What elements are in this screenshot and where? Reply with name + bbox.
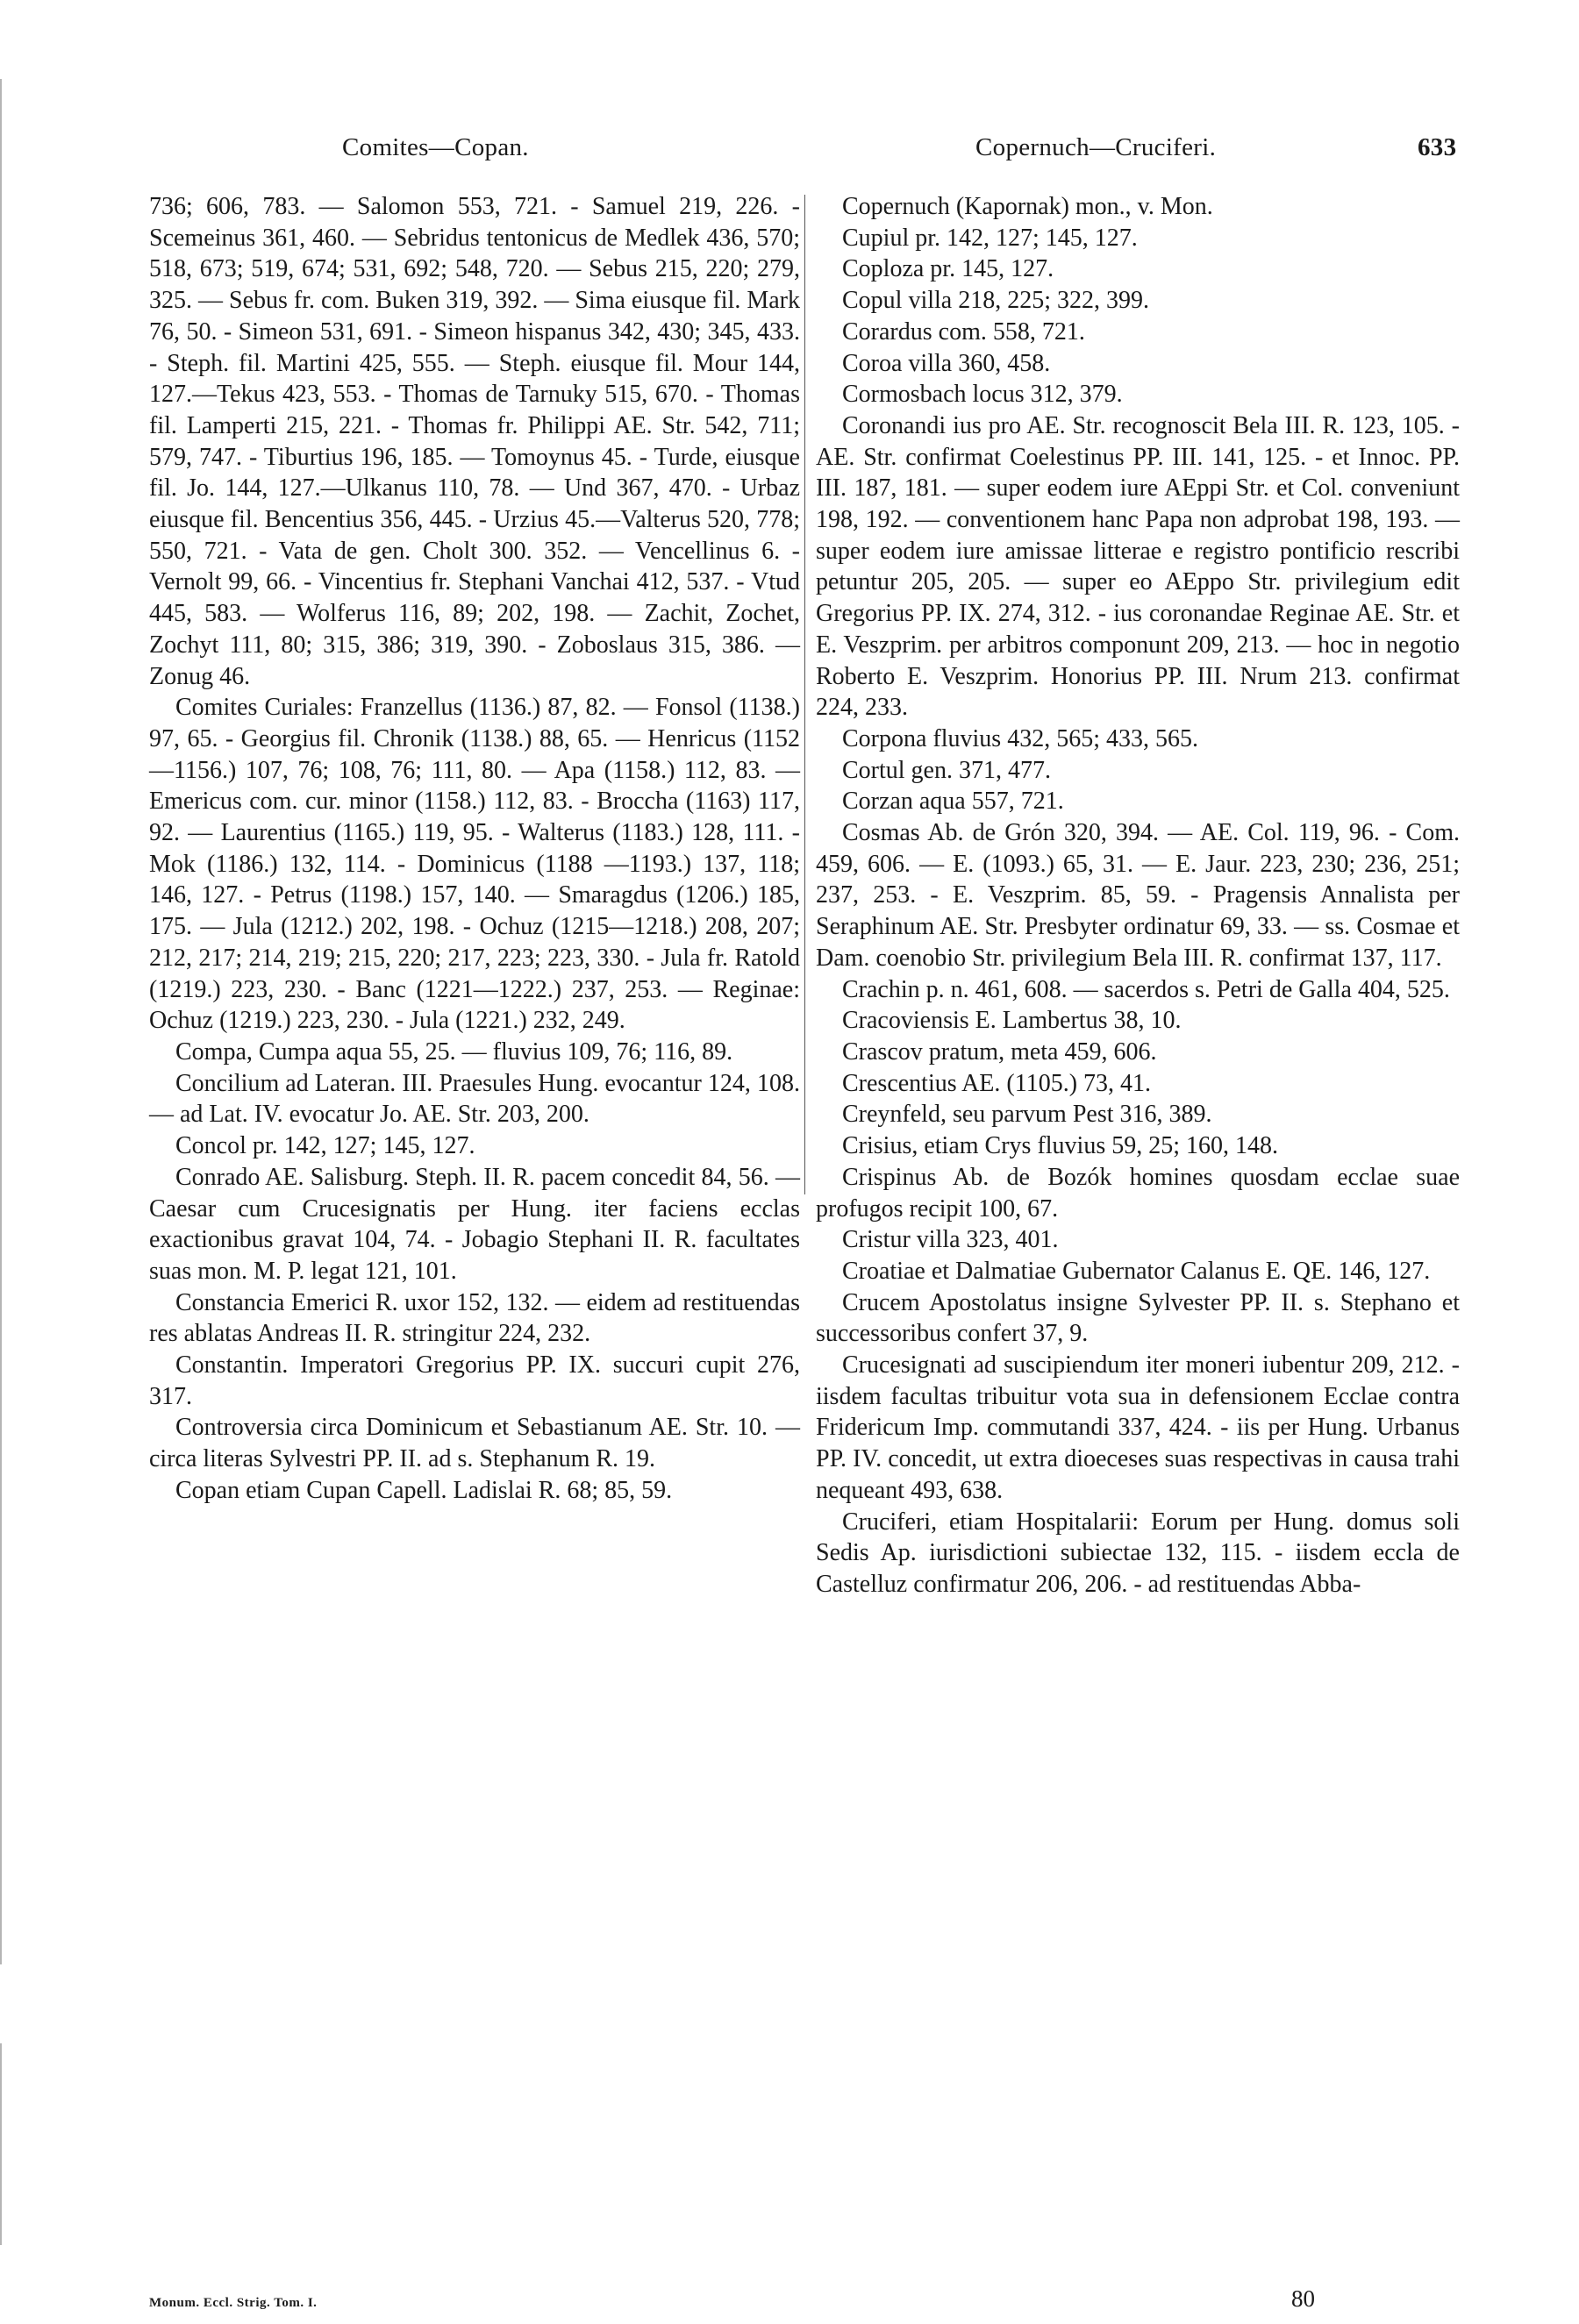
index-entry: Cortul gen. 371, 477. <box>842 756 1051 784</box>
index-entry: Cormosbach locus 312, 379. <box>842 381 1123 409</box>
index-entry: Cupiul pr. 142, 127; 145, 127. <box>842 224 1138 252</box>
index-entry: Crachin p. n. 461, 608. — sacerdos s. Petri de Galla 404, 525. <box>842 975 1450 1003</box>
index-entry: Cracoviensis E. Lambertus 38, 10. <box>842 1007 1182 1035</box>
index-entry: Crescentius AE. (1105.) 73, 41. <box>842 1069 1152 1097</box>
index-entry: Crispinus Ab. de Bozók homines quosdam ecclae suae profugos recipit 100, 67. <box>816 1163 1460 1223</box>
index-entry: Coroa villa 360, 458. <box>842 349 1051 377</box>
running-head-right: Copernuch—Cruciferi. <box>975 133 1217 161</box>
index-entry: Copernuch (Kapornak) mon., v. Mon. <box>842 193 1213 220</box>
page-number: 633 <box>1418 133 1457 161</box>
page-edge-mark <box>0 79 2 1964</box>
index-entry: Creynfeld, seu parvum Pest 316, 389. <box>842 1101 1212 1129</box>
index-entry: Constantin. Imperatori Gregorius PP. IX. succuri cupit 276, 317. <box>149 1351 800 1410</box>
index-entry: Concol pr. 142, 127; 145, 127. <box>175 1132 475 1160</box>
sheet-number: 80 <box>1291 2285 1315 2312</box>
index-entry: Coronandi ius pro AE. Str. recognoscit Bela III. R. 123, 105. - AE. Str. confirmat Coelestinus PP. III. 141, 125. - et Innoc. PP. III. 187, 181. — super eodem iure AEppi Str. et Col. conveniunt 198, 192. — conventionem hanc Papa non adprobat 198, 193. — super eodem iure amissae litterae e registro pontificio rescribi petuntur 205, 205. — super eo AEppo Str. privilegium edit Gregorius PP. IX. 274, 312. - ius coronandae Reginae AE. Str. et E. Veszprim. per arbitros componunt 209, 213. — hoc in negotio Roberto E. Veszprim. Honorius PP. III. Nrum 213. confirmat 224, 233. <box>816 411 1460 722</box>
index-entry: Corardus com. 558, 721. <box>842 317 1085 346</box>
left-column <box>149 191 800 1507</box>
index-entry: Conrado AE. Salisburg. Steph. II. R. pacem concedit 84, 56. — Caesar cum Crucesignatis per Hung. iter faciens ecclas exactionibus gravat 104, 74. - Jobagio Stephani II. R. facultates suas mon. M. P. legat 121, 101. <box>149 1163 800 1285</box>
index-entry: Crisius, etiam Crys fluvius 59, 25; 160, 148. <box>842 1132 1278 1160</box>
index-entry: Corpona fluvius 432, 565; 433, 565. <box>842 724 1198 752</box>
page-edge-mark-lower <box>0 2043 2 2245</box>
index-entry: Copul villa 218, 225; 322, 399. <box>842 287 1149 315</box>
signature-mark: Monum. Eccl. Strig. Tom. I. <box>149 2296 318 2310</box>
index-entry: Concilium ad Lateran. III. Praesules Hung. evocantur 124, 108. — ad Lat. IV. evocatur Jo. AE. Str. 203, 200. <box>149 1069 800 1129</box>
index-entry: Copan etiam Cupan Capell. Ladislai R. 68; 85, 59. <box>175 1476 673 1504</box>
index-entry: Crucesignati ad suscipiendum iter moneri iubentur 209, 212. - iisdem facultas tribuitur vota sua in defensionem Ecclae contra Fridericum Imp. commutandi 337, 424. - iis per Hung. Urbanus PP. IV. concedit, ut extra dioeceses suas respectivas in causa trahi nequeant 493, 638. <box>816 1351 1460 1504</box>
index-entry: Controversia circa Dominicum et Sebastianum AE. Str. 10. — circa literas Sylvestri PP. II. ad s. Stephanum R. 19. <box>149 1414 800 1473</box>
index-entry: Cosmas Ab. de Grón 320, 394. — AE. Col. 119, 96. - Com. 459, 606. — E. (1093.) 65, 31. — E. Jaur. 223, 230; 236, 251; 237, 253. - E. Veszprim. 85, 59. - Pragensis Annalista per Seraphinum AE. Str. Presbyter ordinatur 69, 33. — ss. Cosmae et Dam. coenobio Str. privilegium Bela III. R. confirmat 137, 117. <box>816 819 1460 972</box>
running-head-left: Comites—Copan. <box>342 133 529 161</box>
index-entry: Cristur villa 323, 401. <box>842 1226 1059 1254</box>
index-entry: Coploza pr. 145, 127. <box>842 255 1054 283</box>
index-entry: Crucem Apostolatus insigne Sylvester PP. II. s. Stephano et successoribus confert 37, 9. <box>816 1288 1460 1348</box>
index-entry: Compa, Cumpa aqua 55, 25. — fluvius 109, 76; 116, 89. <box>175 1037 733 1066</box>
index-entry: Constancia Emerici R. uxor 152, 132. — eidem ad restituendas res ablatas Andreas II. R. stringitur 224, 232. <box>149 1288 800 1348</box>
column-divider <box>804 195 805 1194</box>
index-entry: Cruciferi, etiam Hospitalarii: Eorum per Hung. domus soli Sedis Ap. iurisdictioni subiectae 132, 115. - iisdem eccla de Castelluz confirmatur 206, 206. - ad restituendas Abba- <box>816 1508 1460 1598</box>
index-entry: Croatiae et Dalmatiae Gubernator Calanus E. QE. 146, 127. <box>842 1257 1431 1285</box>
index-entry: 736; 606, 783. — Salomon 553, 721. - Samuel 219, 226. - Scemeinus 361, 460. — Sebridus tentonicus de Medlek 436, 570; 518, 673; 519, 674; 531, 692; 548, 720. — Sebus 215, 220; 279, 325. — Sebus fr. com. Buken 319, 392. — Sima eiusque fil. Mark 76, 50. - Simeon 531, 691. - Simeon hispanus 342, 430; 345, 433. - Steph. fil. Martini 425, 555. — Steph. eiusque fil. Mour 144, 127.—Tekus 423, 553. - Thomas de Tarnuky 515, 670. - Thomas fil. Lamperti 215, 221. - Thomas fr. Philippi AE. Str. 542, 711; 579, 747. - Tiburtius 196, 185. — Tomoynus 45. - Turde, eiusque fil. Jo. 144, 127.—Ulkanus 110, 78. — Und 367, 470. - Urbaz eiusque fil. Bencentius 356, 445. - Urzius 45.—Valterus 520, 778; 550, 721. - Vata de gen. Cholt 300. 352. — Vencellinus 6. - Vernolt 99, 66. - Vincentius fr. Stephani Vanchai 412, 537. - Vtud 445, 583. — Wolferus 116, 89; 202, 198. — Zachit, Zochet, Zochyt 111, 80; 315, 386; 319, 390. - Zoboslaus 315, 386. — Zonug 46. <box>149 193 800 690</box>
right-column <box>816 191 1460 1600</box>
index-entry: Comites Curiales: Franzellus (1136.) 87, 82. — Fonsol (1138.) 97, 65. - Georgius fil. Chronik (1138.) 88, 65. — Henricus (1152—1156.) 107, 76; 108, 76; 111, 80. — Apa (1158.) 112, 83. — Emericus com. cur. minor (1158.) 112, 83. - Broccha (1163) 117, 92. — Laurentius (1165.) 119, 95. - Walterus (1183.) 128, 111. - Mok (1186.) 132, 114. - Dominicus (1188 —1193.) 137, 118; 146, 127. - Petrus (1198.) 157, 140. — Smaragdus (1206.) 185, 175. — Jula (1212.) 202, 198. - Ochuz (1215—1218.) 208, 207; 212, 217; 214, 219; 215, 220; 217, 223; 223, 330. - Jula fr. Ratold (1219.) 223, 230. - Banc (1221—1222.) 237, 253. — Reginae: Ochuz (1219.) 223, 230. - Jula (1221.) 232, 249. <box>149 694 800 1035</box>
index-entry: Crascov pratum, meta 459, 606. <box>842 1037 1157 1066</box>
index-entry: Corzan aqua 557, 721. <box>842 788 1064 816</box>
